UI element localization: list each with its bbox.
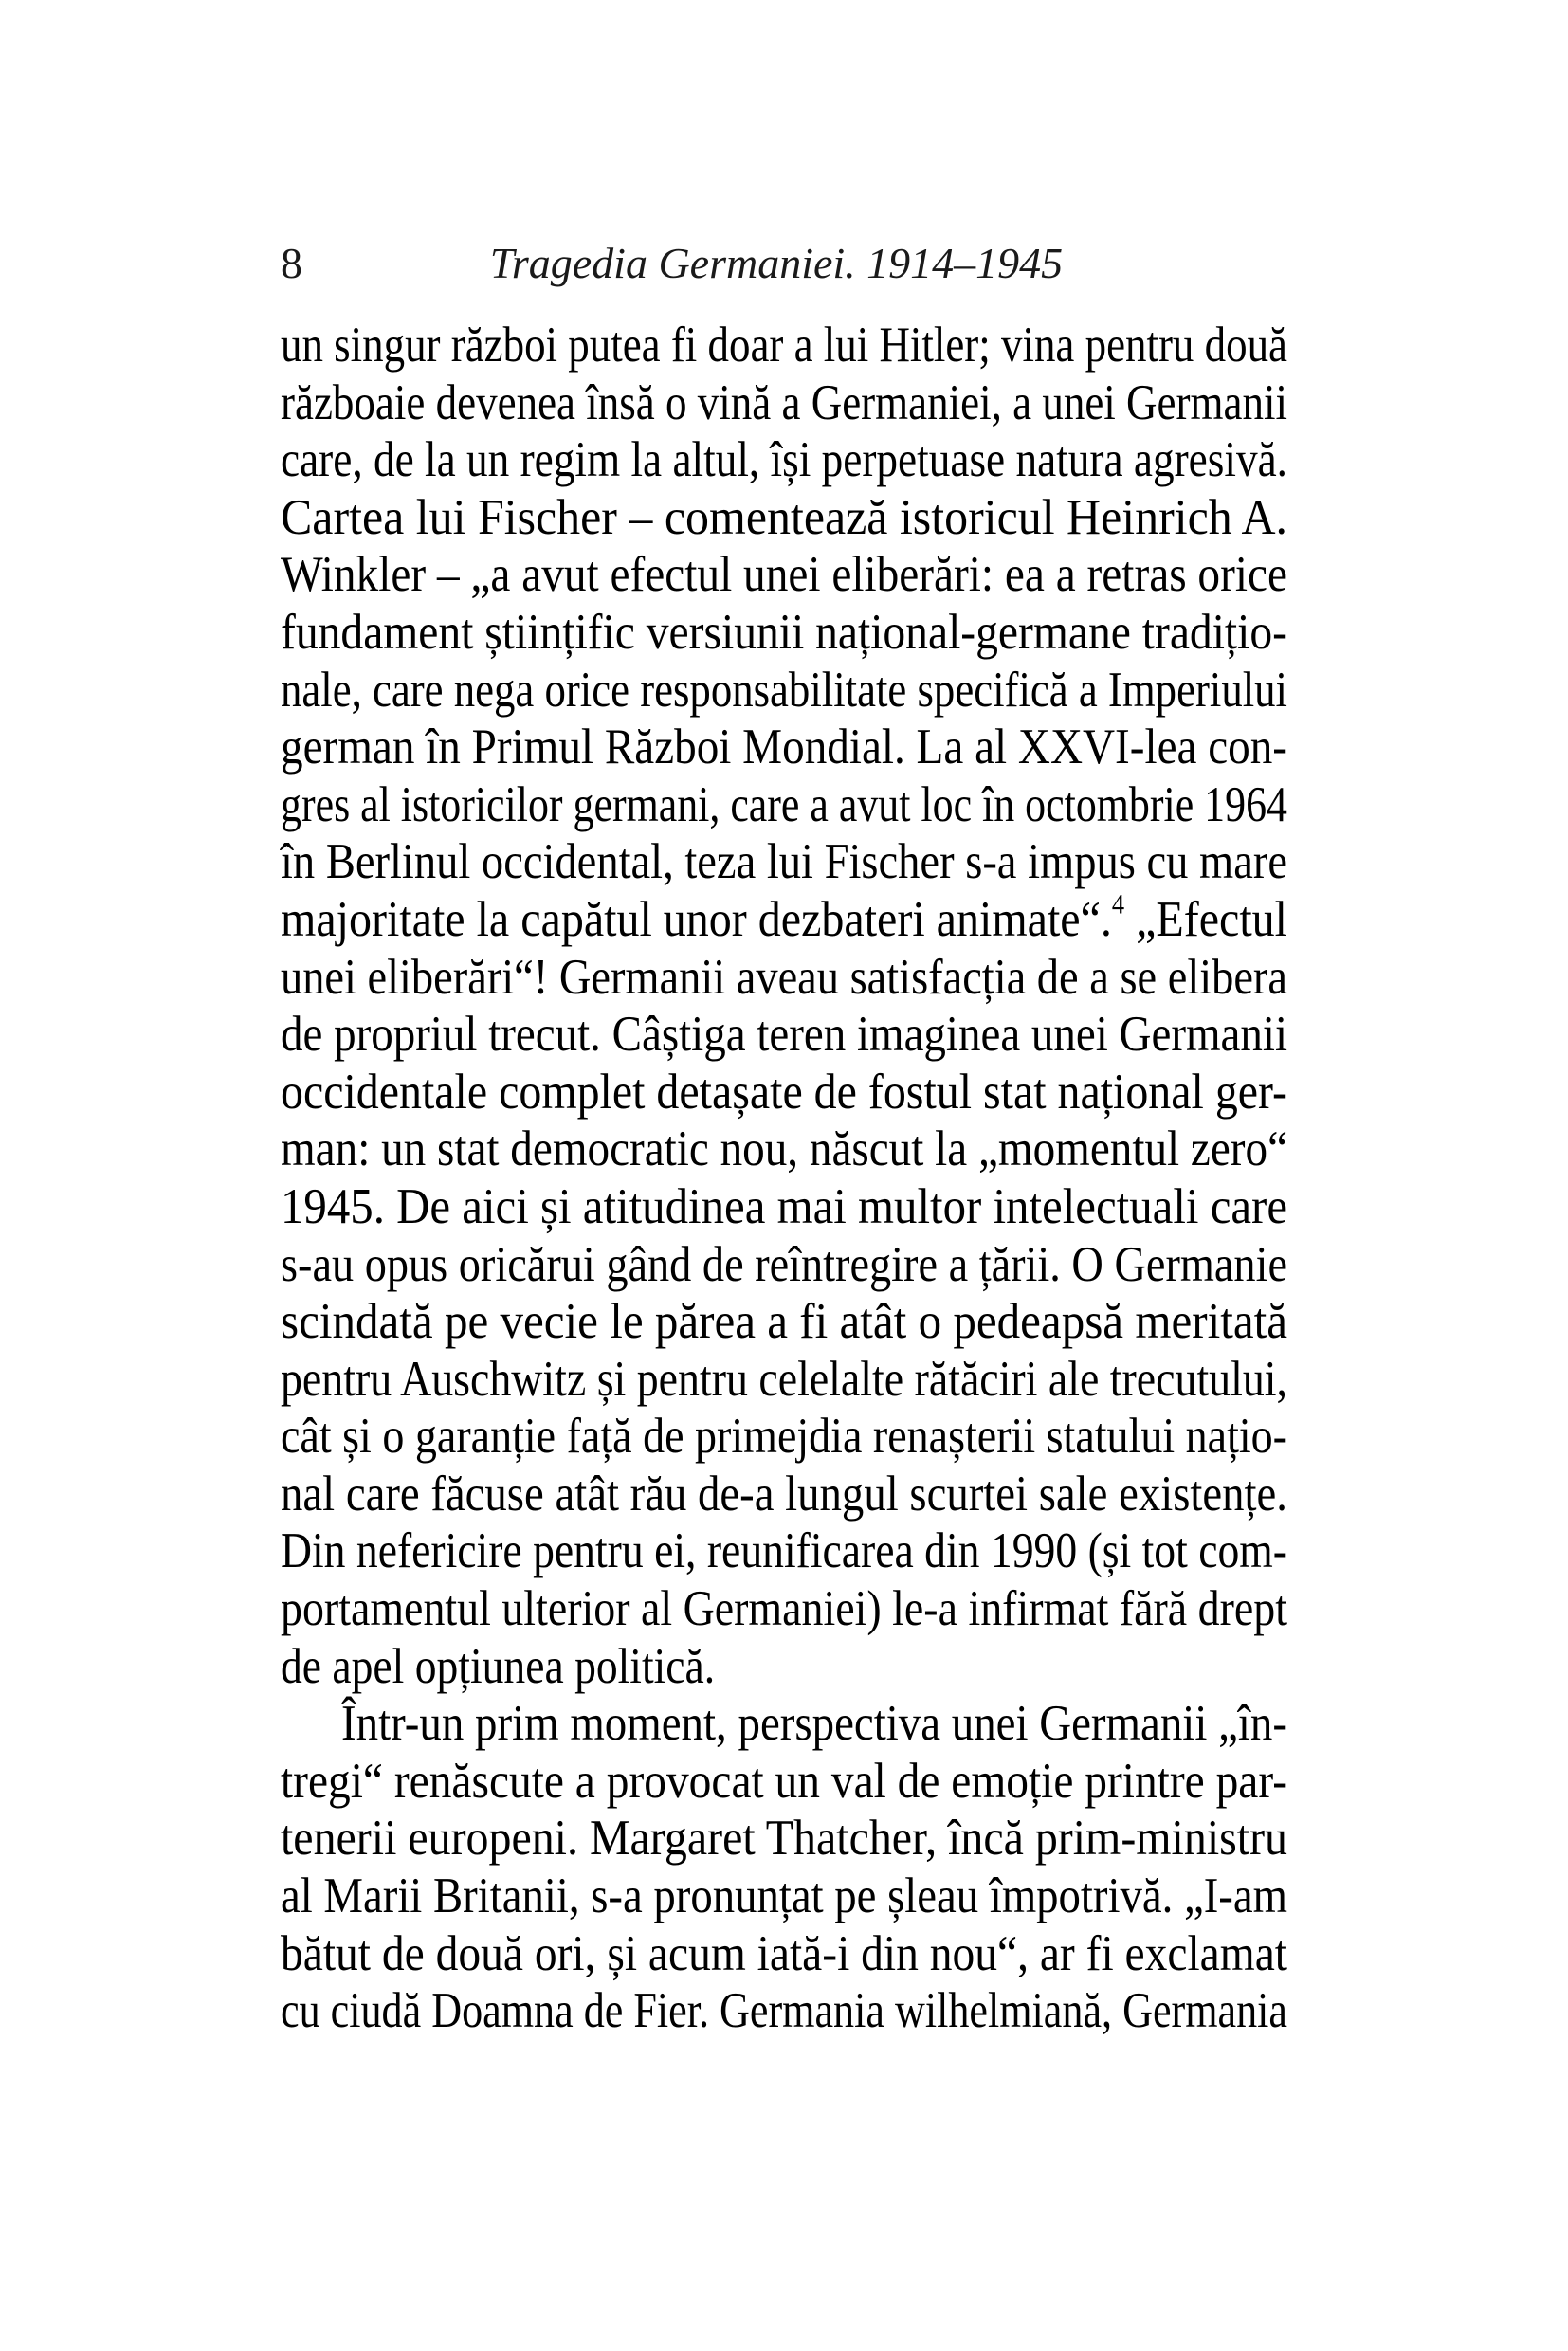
line-text: Din nefericire pentru ei, reunificarea din 1990 (și tot com- <box>281 1523 1287 1579</box>
text-line <box>281 374 1287 432</box>
line-text: cu ciudă Doamna de Fier. Germania wilhelmiană, Germania <box>281 1983 1287 2039</box>
line-text: nal care făcuse atât rău de-a lungul scurtei sale existențe. <box>281 1466 1287 1522</box>
text-line <box>281 1351 1287 1409</box>
text-line <box>281 1006 1287 1064</box>
line-text: tregi“ renăscute a provocat un val de emoție printre par- <box>281 1753 1287 1809</box>
text-line <box>281 833 1287 891</box>
line-text: războaie devenea însă o vină a Germaniei, a unei Germanii <box>281 374 1287 430</box>
line-text: unei eliberări“! Germanii aveau satisfacția de a se elibera <box>281 949 1287 1005</box>
text-line <box>281 891 1287 949</box>
line-text: cât și o garanție față de primejdia renașterii statului națio- <box>281 1409 1287 1465</box>
line-text: nale, care nega orice responsabilitate specifică a Imperiului <box>281 662 1287 718</box>
body-text <box>281 317 1287 2040</box>
footnote-marker: 4 <box>1111 889 1125 920</box>
text-line <box>281 546 1287 604</box>
running-title: Tragedia Germaniei. 1914–1945 <box>489 239 1064 287</box>
text-line <box>281 1868 1287 1925</box>
text-line <box>281 1638 1287 1696</box>
line-text: de propriul trecut. Câștiga teren imaginea unei Germanii <box>281 1007 1287 1063</box>
text-line <box>281 1236 1287 1294</box>
line-text: scindată pe vecie le părea a fi atât o pedeapsă meritată <box>281 1294 1287 1350</box>
text-line <box>281 1466 1287 1523</box>
text-line <box>281 431 1287 489</box>
line-text-continued: „Efectul <box>1124 891 1287 947</box>
text-line <box>281 949 1287 1007</box>
line-text: în Berlinul occidental, teza lui Fischer s-a impus cu mare <box>281 834 1287 890</box>
line-text: de apel opțiunea politică. <box>281 1638 716 1694</box>
text-line <box>281 489 1287 547</box>
line-text: Cartea lui Fischer – comentează istoricul Heinrich A. <box>281 489 1287 545</box>
line-text: portamentul ulterior al Germaniei) le-a infirmat fără drept <box>281 1581 1287 1637</box>
text-line <box>281 1293 1287 1351</box>
text-line <box>281 1695 1287 1753</box>
line-text: Winkler – „a avut efectul unei eliberări: ea a retras orice <box>281 547 1287 603</box>
line-text: bătut de două ori, și acum iată-i din nou“, ar fi exclamat <box>281 1925 1287 1981</box>
text-line <box>281 1522 1287 1580</box>
text-line <box>281 662 1287 720</box>
line-text: fundament științific versiunii național-germane tradițio- <box>281 604 1287 660</box>
text-line <box>281 1925 1287 1983</box>
text-line <box>281 1178 1287 1236</box>
line-text: pentru Auschwitz și pentru celelalte rătăciri ale trecutului, <box>281 1351 1287 1407</box>
line-text: german în Primul Război Mondial. La al XXVI-lea con- <box>281 720 1287 775</box>
line-text: majoritate la capătul unor dezbateri animate“.$^4$ „Efectul <box>281 889 1287 947</box>
line-text: s-au opus oricărui gând de reîntregire a țării. O Germanie <box>281 1236 1287 1292</box>
line-text: man: un stat democratic nou, născut la „momentul zero“ <box>281 1121 1287 1177</box>
text-line <box>281 1753 1287 1811</box>
page-number: 8 <box>281 239 302 287</box>
line-text: care, de la un regim la altul, își perpetuase natura agresivă. <box>281 432 1287 488</box>
line-text: 1945. De aici și atitudinea mai multor intelectuali care <box>281 1178 1287 1234</box>
text-line <box>281 1408 1287 1466</box>
line-text: al Marii Britanii, s-a pronunțat pe șleau împotrivă. „I-am <box>281 1868 1287 1924</box>
text-line <box>281 719 1287 776</box>
text-line <box>281 604 1287 662</box>
line-text: tenerii europeni. Margaret Thatcher, încă prim-ministru <box>281 1811 1287 1867</box>
text-line <box>281 776 1287 834</box>
line-text: un singur război putea fi doar a lui Hitler; vina pentru două <box>281 318 1287 373</box>
text-line <box>281 1810 1287 1868</box>
text-line <box>281 1580 1287 1638</box>
text-line <box>281 317 1287 374</box>
running-header <box>281 235 1287 292</box>
line-text: Într-un prim moment, perspectiva unei Germanii „în- <box>341 1696 1287 1752</box>
line-text: gres al istoricilor germani, care a avut loc în octombrie 1964 <box>281 776 1287 832</box>
text-line <box>281 1121 1287 1178</box>
text-line <box>281 1064 1287 1121</box>
line-text: occidentale complet detașate de fostul stat național ger- <box>281 1064 1287 1120</box>
text-line <box>281 1982 1287 2040</box>
